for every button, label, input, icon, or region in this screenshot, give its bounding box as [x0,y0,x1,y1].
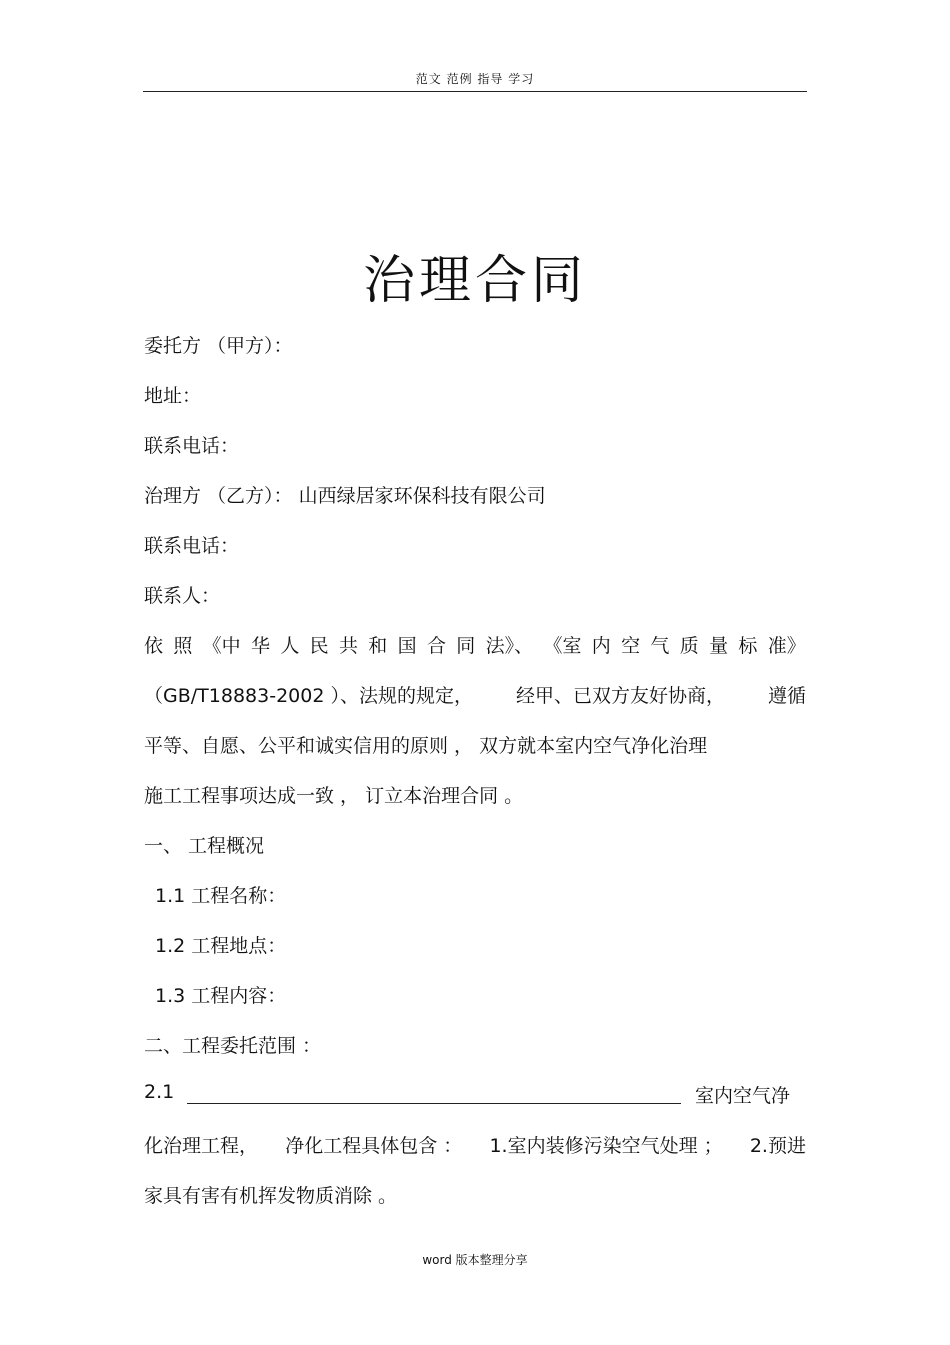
page-header [143,70,807,92]
project-content-line: 1.3 工程内容： [155,985,287,1007]
preamble-word: 气 [650,635,670,657]
preamble-word: 《中 [202,635,241,657]
preamble-word: 标 [738,635,758,657]
preamble-word: 依 [144,635,164,657]
client-phone-line: 联系电话： [144,435,240,457]
footer-text: word 版本整理分享 [422,1253,528,1267]
preamble-line-1 [144,631,806,658]
preamble-word: 内 [591,635,611,657]
fill-in-blank-line [187,1103,681,1104]
page-footer [0,1251,950,1268]
contractor-phone-line: 联系电话： [144,535,240,557]
item-2-1-tail: 室内空气净 [695,1085,791,1107]
preamble-segment: 经甲、已双方友好协商， [515,685,725,707]
preamble-word: 《室 [543,635,582,657]
contractor-party-line: 治理方 （乙方）： 山西绿居家环保科技有限公司 [144,485,546,507]
contact-person-line: 联系人： [144,585,221,607]
preamble-word: 准》 [767,635,806,657]
item-2-1-number: 2.1 [144,1081,175,1103]
preamble-segment: 遵循 [767,685,806,707]
address-line: 地址： [144,385,202,407]
document-title: 治理合同 [362,251,587,311]
scope-line-2 [144,1131,806,1158]
preamble-word: 合 [426,635,446,657]
preamble-word: 法》、 [485,635,534,657]
scope-segment: 2.预进 [749,1135,806,1157]
scope-line-3: 家具有害有机挥发物质消除 。 [144,1185,398,1207]
section-1-heading: 一、 工程概况 [144,835,265,857]
preamble-word: 人 [280,635,300,657]
preamble-word: 质 [679,635,699,657]
scope-segment: 1.室内装修污染空气处理 ； [489,1135,723,1157]
preamble-word: 国 [397,635,417,657]
scope-segment: 净化工程具体包含 ： [285,1135,463,1157]
preamble-word: 量 [709,635,729,657]
scope-segment: 化治理工程， [144,1135,259,1157]
preamble-line-4: 施工工程事项达成一致 ， 订立本治理合同 。 [144,785,524,807]
preamble-segment: （GB/T18883-2002 ）、法规的规定， [144,685,473,707]
preamble-word: 民 [309,635,329,657]
preamble-word: 共 [338,635,358,657]
client-party-line: 委托方 （甲方）： [144,335,293,357]
section-2-heading: 二、工程委托范围 ： [144,1035,322,1057]
preamble-word: 照 [173,635,193,657]
preamble-word: 华 [250,635,270,657]
preamble-line-2 [144,681,806,708]
preamble-line-3: 平等、自愿、公平和诚实信用的原则 ， 双方就本室内空气净化治理 [144,735,708,757]
project-location-line: 1.2 工程地点： [155,935,287,957]
preamble-word: 空 [621,635,641,657]
project-name-line: 1.1 工程名称： [155,885,287,907]
preamble-word: 同 [456,635,476,657]
header-text: 范文 范例 指导 学习 [415,72,535,86]
preamble-word: 和 [368,635,388,657]
